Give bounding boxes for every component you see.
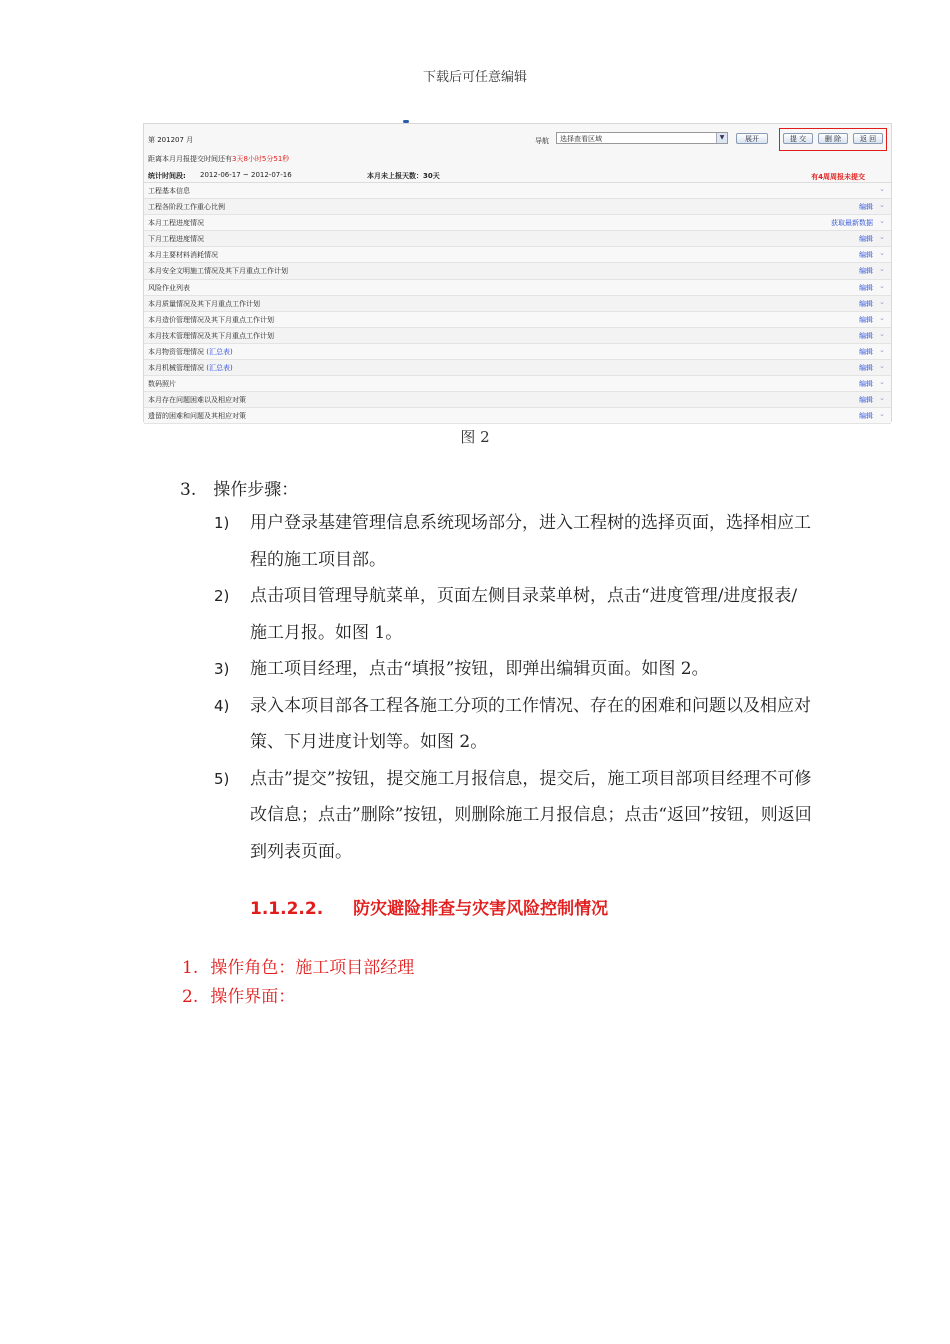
chevron-down-icon[interactable]: ▼: [716, 133, 727, 143]
list-item-text: 本月存在问题困难以及相应对策: [148, 396, 246, 405]
list-item-text: 数码照片: [148, 380, 176, 389]
steps-list: [214, 505, 814, 870]
list-item-text: 本月工程进度情况: [148, 219, 204, 228]
nav-label: 导航: [535, 137, 549, 145]
list-item[interactable]: [144, 376, 891, 392]
countdown: [148, 154, 289, 164]
list-item-text: 本月主要材料消耗情况: [148, 251, 218, 260]
role-item-text: 操作角色：施工项目部经理: [210, 958, 415, 978]
list-item-text: 本月造价管理情况及其下月重点工作计划: [148, 315, 274, 324]
list-item-text: 风险作业列表: [148, 283, 190, 292]
nav-select[interactable]: [556, 132, 728, 144]
row-action-link[interactable]: 编辑: [859, 251, 873, 260]
report-screenshot: [143, 123, 892, 422]
row-action-link[interactable]: 编辑: [859, 412, 873, 421]
stat-range: 2012-06-17 ~ 2012-07-16: [200, 171, 292, 179]
list-item-text: 本月安全文明施工情况及其下月重点工作计划: [148, 267, 288, 276]
row-action-link[interactable]: 编辑: [859, 267, 873, 276]
list-item[interactable]: [144, 360, 891, 376]
back-button[interactable]: 返 回: [853, 133, 883, 144]
row-action-link[interactable]: 编辑: [859, 347, 873, 356]
step-number: 4): [214, 696, 230, 715]
summary-link[interactable]: (汇总表): [206, 364, 233, 373]
section-title: [250, 894, 608, 919]
list-item[interactable]: [144, 280, 891, 296]
list-item-text: 下月工程进度情况: [148, 235, 204, 244]
list-item[interactable]: [144, 328, 891, 344]
header-note: 下载后可任意编辑: [422, 70, 527, 85]
chevron-down-icon[interactable]: ⌄: [879, 410, 885, 419]
list-item-label: [148, 379, 176, 389]
stat-days: 本月未上报天数：30天: [367, 172, 440, 180]
step-number: 3): [214, 660, 230, 678]
row-action-link[interactable]: 获取最新数据: [831, 219, 873, 228]
step-item: [214, 688, 814, 761]
list-item-text: 遗留的困难和问题及其相应对策: [148, 412, 246, 421]
figure-caption: 图 2: [460, 428, 490, 446]
step-number: 5): [214, 769, 230, 788]
stat-label: 统计时间段:: [148, 172, 186, 180]
list-item-label: [148, 395, 246, 405]
step-number: 1): [214, 514, 230, 532]
step-number: 2): [214, 587, 230, 605]
chevron-down-icon[interactable]: ⌄: [879, 329, 885, 338]
chevron-down-icon[interactable]: ⌄: [879, 394, 885, 403]
list-item-label: [148, 283, 190, 293]
chevron-down-icon[interactable]: ⌄: [879, 362, 885, 371]
chevron-down-icon[interactable]: ⌄: [879, 185, 885, 193]
step-item: [214, 761, 814, 871]
role-item-number: 2.: [182, 987, 199, 1007]
step-text: 施工项目经理，点击“填报”按钮，即弹出编辑页面。如图 2。: [250, 659, 709, 679]
list-item-label: [148, 299, 260, 309]
list-item[interactable]: [144, 312, 891, 328]
step-text: 点击项目管理导航菜单，页面左侧目录菜单树，点击“进度管理/进度报表/施工月报。如图 1。: [250, 586, 798, 643]
list-item-text: 本月技术管理情况及其下月重点工作计划: [148, 331, 274, 340]
row-action-link[interactable]: 编辑: [859, 364, 873, 373]
row-action-link[interactable]: 编辑: [859, 315, 873, 324]
list-item[interactable]: [144, 231, 891, 247]
chevron-down-icon[interactable]: ⌄: [879, 233, 885, 242]
report-section-list: [144, 183, 891, 424]
chevron-down-icon[interactable]: ⌄: [879, 201, 885, 210]
chevron-down-icon[interactable]: ⌄: [879, 281, 885, 290]
chevron-down-icon[interactable]: ⌄: [879, 378, 885, 387]
summary-link[interactable]: (汇总表): [206, 347, 233, 356]
step-text: 用户登录基建管理信息系统现场部分，进入工程树的选择页面，选择相应工程的施工项目部。: [250, 513, 811, 570]
row-action-link[interactable]: 编辑: [859, 396, 873, 405]
list-item-text: 本月机械管理情况: [148, 364, 207, 373]
role-item: [182, 954, 414, 983]
nav-select-value: 选择查看区域: [560, 135, 602, 143]
chevron-down-icon[interactable]: ⌄: [879, 313, 885, 322]
screenshot-toolbar: [144, 124, 891, 156]
row-action-link[interactable]: 编辑: [859, 299, 873, 308]
steps-title: 3. 操作步骤：: [180, 480, 299, 500]
chevron-down-icon[interactable]: ⌄: [879, 249, 885, 258]
list-item-text: 本月质量情况及其下月重点工作计划: [148, 299, 260, 308]
list-item-label: [148, 234, 204, 244]
list-item-text: 工程基本信息: [148, 187, 190, 195]
list-item[interactable]: [144, 296, 891, 312]
row-action-link[interactable]: 编辑: [859, 380, 873, 389]
chevron-down-icon[interactable]: ⌄: [879, 297, 885, 306]
list-item[interactable]: [144, 247, 891, 263]
submit-button[interactable]: 提 交: [783, 133, 813, 144]
list-item[interactable]: [144, 215, 891, 231]
list-item[interactable]: [144, 392, 891, 408]
step-text: 点击”提交”按钮，提交施工月报信息，提交后，施工项目部项目经理不可修改信息；点击”删除”按钮，则删除施工月报信息；点击“返回”按钮，则返回到列表页面。: [250, 768, 812, 862]
role-item-text: 操作界面：: [210, 987, 296, 1007]
list-item[interactable]: [144, 183, 891, 199]
row-action-link[interactable]: 编辑: [859, 283, 873, 292]
list-item-label: [148, 411, 246, 421]
list-item-label: [148, 331, 274, 341]
role-list: [182, 954, 414, 1012]
step-item: [214, 651, 814, 688]
countdown-prefix: 距离本月月报提交时间还有: [148, 155, 232, 163]
section-number: 1.1.2.2.: [250, 899, 324, 919]
countdown-value: 3天8小时5分51秒: [232, 155, 290, 163]
delete-button[interactable]: 删 除: [818, 133, 848, 144]
list-item-text: 工程各阶段工作重心比例: [148, 203, 225, 212]
row-action-link[interactable]: 编辑: [859, 203, 873, 212]
list-item-label: [148, 250, 218, 260]
row-action-link[interactable]: 编辑: [859, 235, 873, 244]
expand-button[interactable]: 展开: [736, 133, 768, 144]
stat-warning: 有4周周报未提交: [811, 173, 865, 181]
chevron-down-icon[interactable]: ⌄: [879, 345, 885, 354]
chevron-down-icon[interactable]: ⌄: [879, 217, 885, 226]
list-item[interactable]: [144, 344, 891, 360]
step-text: 录入本项目部各工程各施工分项的工作情况、存在的困难和问题以及相应对策、下月进度计划等。如图 2。: [250, 695, 811, 752]
list-item-label: [148, 202, 225, 212]
list-item-label: [148, 347, 233, 357]
list-item[interactable]: [144, 263, 891, 279]
list-item[interactable]: [144, 408, 891, 424]
list-item-label: [148, 186, 190, 196]
list-item-label: [148, 266, 288, 276]
list-item-text: 本月物资管理情况: [148, 347, 207, 356]
list-item-label: [148, 218, 204, 228]
step-item: [214, 578, 814, 651]
chevron-down-icon[interactable]: ⌄: [879, 265, 885, 274]
stat-row: [144, 168, 891, 183]
role-item: [182, 983, 414, 1012]
step-item: [214, 505, 814, 578]
list-item-label: [148, 363, 233, 373]
report-month: 第 201207 月: [148, 136, 194, 144]
list-item[interactable]: [144, 199, 891, 215]
role-item-number: 1.: [182, 958, 199, 978]
list-item-label: [148, 315, 274, 325]
row-action-link[interactable]: 编辑: [859, 331, 873, 340]
section-heading: 防灾避险排查与灾害风险控制情况: [353, 899, 609, 919]
